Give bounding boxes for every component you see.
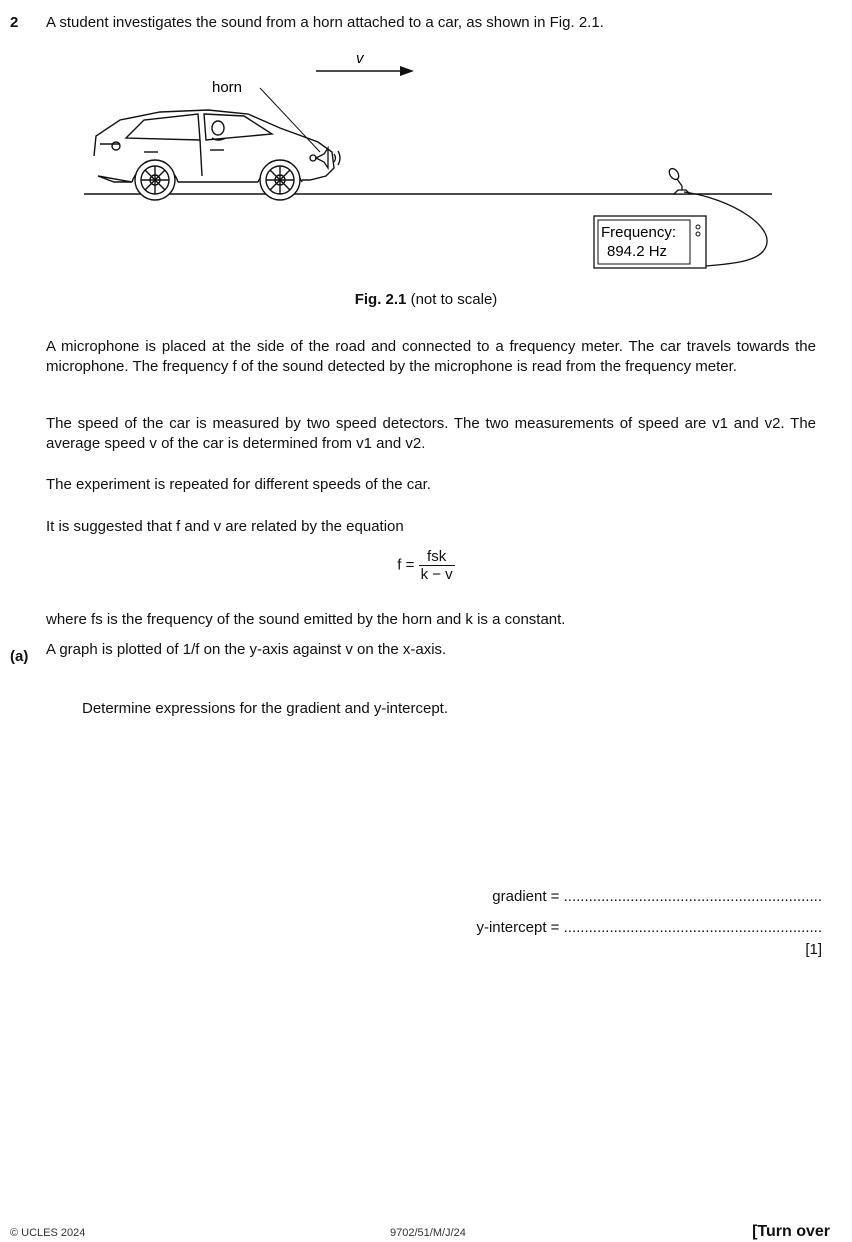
footer-copyright: © UCLES 2024 (10, 1227, 86, 1239)
question-intro: A student investigates the sound from a horn attached to a car, as shown in Fig. 2.1. (46, 14, 604, 31)
paragraph-3: The experiment is repeated for different speeds of the car. (46, 476, 431, 493)
question-number: 2 (10, 14, 19, 31)
equation-denominator: k − v (420, 566, 453, 583)
paragraph-4: It is suggested that f and v are related by the equation (46, 518, 404, 535)
paragraph-2: The speed of the car is measured by two speed detectors. The two measurements of speed are v1 and v2. The average speed v of the car is determined from v1 and v2. (46, 415, 816, 452)
front-wheel (260, 160, 300, 200)
horn-label: horn (212, 79, 243, 96)
footer-turn-over: [Turn over (752, 1223, 830, 1240)
gradient-answer-line[interactable]: gradient = .............................................................. (492, 888, 822, 905)
meter-reading: 894.2 Hz (607, 243, 668, 260)
equation: f = $\frac{\text{fsk}}{k - v}$ (397, 548, 453, 583)
paragraph-5: where fs is the frequency of the sound emitted by the horn and k is a constant. (46, 611, 566, 628)
velocity-label: v (356, 50, 364, 67)
figure-caption: Fig. 2.1 (not to scale) (354, 291, 498, 308)
frequency-meter (594, 216, 706, 268)
footer-code: 9702/51/M/J/24 (390, 1227, 466, 1239)
intercept-answer-line[interactable]: y-intercept = .............................................................. (476, 919, 822, 936)
part-a-label: (a) (10, 648, 29, 665)
rear-wheel (135, 160, 175, 200)
part-a-text: A graph is plotted of 1/f on the y-axis against v on the x-axis. (46, 641, 447, 658)
part-a-instruction: Determine expressions for the gradient and y-intercept. (82, 700, 449, 717)
figure-2-1 (80, 48, 780, 280)
marks: [1] (805, 941, 822, 958)
meter-label: Frequency: (601, 224, 677, 241)
equation-numerator: fsk (419, 548, 455, 566)
paragraph-1: A microphone is placed at the side of the road and connected to a frequency meter. The car travels towards the microphone. The frequency f of the sound detected by the microphone is read from the frequency meter. (46, 338, 816, 375)
horn-icon (310, 148, 340, 168)
